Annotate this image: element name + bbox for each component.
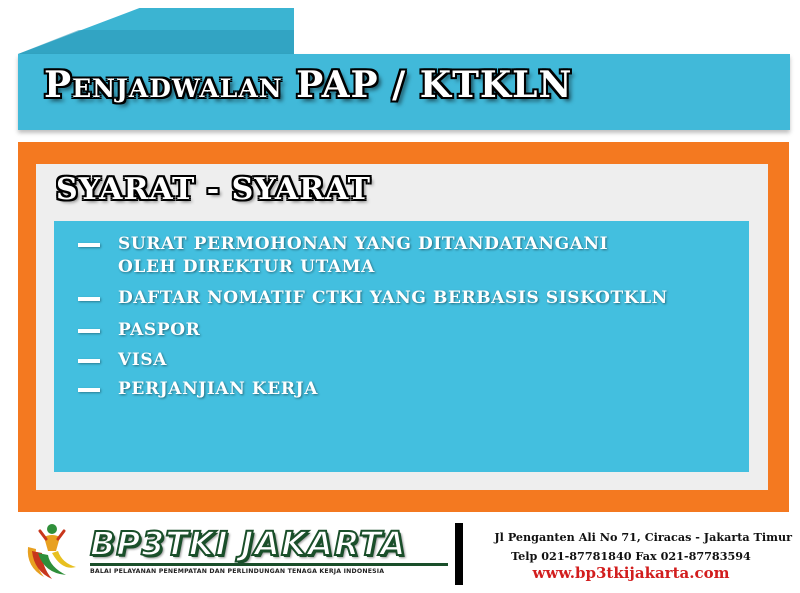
bp3tki-logo-icon — [22, 517, 80, 583]
list-item-text: PERJANJIAN KERJA — [118, 379, 318, 399]
list-item — [78, 287, 668, 310]
list-item — [78, 349, 167, 372]
requirements-list — [54, 221, 749, 472]
list-item — [78, 319, 200, 342]
list-item-text: SURAT PERMOHONAN YANG DITANDATANGANI OLEH DIREKTUR UTAMA — [118, 234, 609, 277]
list-item-text: DAFTAR NOMATIF CTKI YANG BERBASIS SISKOTKLN — [118, 288, 668, 308]
phone-fax-text: Telp 021-87781840 Fax 021-87783594 — [511, 549, 751, 563]
list-item — [78, 378, 318, 401]
dash-bullet-icon — [78, 388, 100, 392]
page-title: Penjadwalan PAP / KTKLN — [44, 64, 573, 106]
org-name: BP3TKI JAKARTA — [90, 524, 407, 563]
org-name-underline — [90, 563, 448, 566]
dash-bullet-icon — [78, 243, 100, 247]
section-title: SYARAT - SYARAT — [56, 172, 371, 207]
top-tab-shade — [18, 30, 294, 54]
address-text: Jl Penganten Ali No 71, Ciracas - Jakarta Timur — [494, 530, 792, 544]
org-full-name: BALAI PELAYANAN PENEMPATAN DAN PERLINDUNGAN TENAGA KERJA INDONESIA — [90, 568, 385, 575]
list-item-text: PASPOR — [118, 320, 201, 340]
footer-divider — [455, 523, 463, 585]
title-bar — [18, 54, 790, 130]
dash-bullet-icon — [78, 329, 100, 333]
dash-bullet-icon — [78, 359, 100, 363]
dash-bullet-icon — [78, 297, 100, 301]
website-link[interactable]: www.bp3tkijakarta.com — [532, 564, 730, 582]
list-item-text: VISA — [118, 350, 168, 370]
list-item — [78, 233, 608, 279]
